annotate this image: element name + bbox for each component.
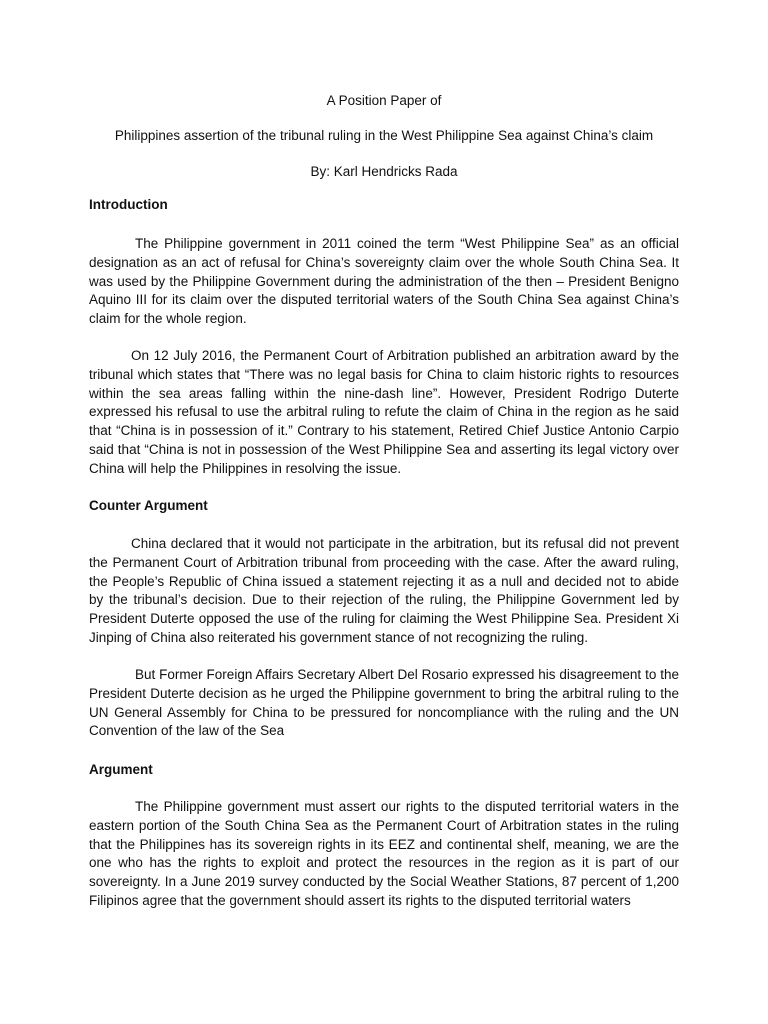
section-heading-argument: Argument	[89, 762, 153, 777]
section-heading-counter-argument: Counter Argument	[89, 498, 208, 513]
paragraph: The Philippine government must assert our rights to the disputed territorial waters in the eastern portion of the South China Sea as the Permanent Court of Arbitration states in the ruling that the Philippines has its sovereign rights in its EEZ and continental shelf, meaning, we are the one who has the rights to exploit and protect the resources in the region as it is part of our sovereignty. In a June 2019 survey conducted by the Social Weather Stations, 87 percent of 1,200 Filipinos agree that the government should assert its rights to the disputed territorial waters	[89, 799, 679, 908]
paragraph: On 12 July 2016, the Permanent Court of Arbitration published an arbitration award by the tribunal which states that “There was no legal basis for China to claim historic rights to resources within the sea areas falling within the nine-dash line”. However, President Rodrigo Duterte expressed his refusal to use the arbitral ruling to refute the claim of China in the region as he said that “China is in possession of it.” Contrary to his statement, Retired Chief Justice Antonio Carpio said that “China is not in possession of the West Philippine Sea and asserting its legal victory over China will help the Philippines in resolving the issue.	[89, 348, 679, 476]
paragraph: China declared that it would not participate in the arbitration, but its refusal did not prevent the Permanent Court of Arbitration tribunal from proceeding with the case. After the award ruling, the People’s Republic of China issued a statement rejecting it as a null and decided not to abide by the tribunal’s decision. Due to their rejection of the ruling, the Philippine Government led by President Duterte opposed the use of the ruling for claiming the West Philippine Sea. President Xi Jinping of China also reiterated his government stance of not recognizing the ruling.	[89, 536, 679, 645]
section-heading-introduction: Introduction	[89, 197, 168, 212]
document-subtitle: Philippines assertion of the tribunal ruling in the West Philippine Sea against China’s claim	[114, 128, 654, 143]
document-byline: By: Karl Hendricks Rada	[310, 164, 458, 179]
paragraph: But Former Foreign Affairs Secretary Albert Del Rosario expressed his disagreement to the President Duterte decision as he urged the Philippine government to bring the arbitral ruling to the UN General Assembly for China to be pressured for noncompliance with the ruling and the UN Convention of the law of the Sea	[89, 667, 679, 739]
document-title: A Position Paper of	[326, 93, 442, 108]
paragraph: The Philippine government in 2011 coined the term “West Philippine Sea” as an official designation as an act of refusal for China’s sovereignty claim over the whole South China Sea. It was used by the Philippine Government during the administration of the then – President Benigno Aquino III for its claim over the disputed territorial waters of the South China Sea against China’s claim for the whole region.	[89, 236, 679, 327]
